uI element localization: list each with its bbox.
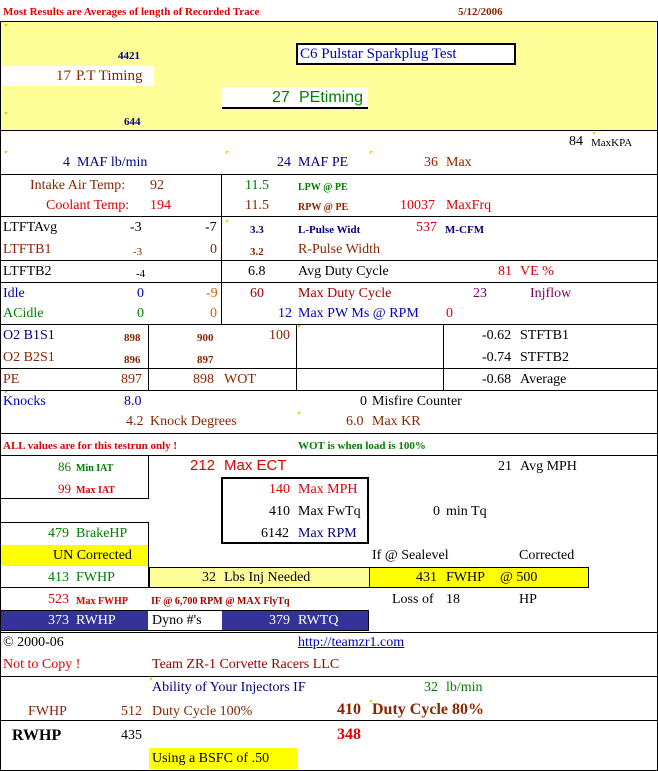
maf-pe-label: MAF PE [298,155,349,170]
max-kr-value: 6.0 [346,414,364,429]
maf-pe-value: 24 [277,155,291,170]
duty-100-label: Duty Cycle 100% [152,704,253,719]
stftb2-label: STFTB2 [520,350,570,365]
wot-value: 898 [193,372,214,387]
value-4421: 4421 [118,50,140,62]
maxfrq-value: 10037 [400,198,435,213]
loss-label: Loss of [392,592,434,607]
iat-value: 92 [150,178,164,193]
header-date: 5/12/2006 [458,6,503,18]
rpulse-value: 3.2 [250,246,264,258]
rpw-value: 11.5 [245,198,269,213]
idle-label: Idle [3,286,25,301]
teamzr1-link[interactable]: http://teamzr1.com [298,635,405,650]
fwhp-value: 413 [48,570,69,585]
lpw-value: 11.5 [245,178,269,193]
max-rpm-value: 6142 [261,526,289,541]
mcfm-value: 537 [416,220,437,235]
stftb2-value: -0.74 [482,350,512,365]
avgduty-value: 6.8 [248,264,266,279]
max-kr-label: Max KR [372,414,421,429]
o2-average-value: -0.68 [482,372,512,387]
inj-size-value: 32 [424,680,438,695]
avg-mph-value: 21 [498,459,512,474]
idle-a: 0 [137,286,144,301]
bsfc-label: Using a BSFC of .50 [152,751,270,766]
maf-max-label: Max [446,155,472,170]
maxpw-rpm: 0 [446,306,453,321]
value-644: 644 [124,116,141,128]
flytq-note: IF @ 6,700 RPM @ MAX FlyTq [151,596,290,607]
pe-timing-value: 27 [272,89,290,106]
knocks-value: 8.0 [124,394,142,409]
maxpw-label: Max PW Ms @ RPM [298,306,419,321]
test-title: C6 Pulstar Sparkplug Test [300,46,457,62]
avg-mph-label: Avg MPH [520,459,577,474]
acidle-a: 0 [137,306,144,321]
max-mph-value: 140 [269,482,290,497]
max-fwhp-value: 523 [48,592,69,607]
maxkpa-value: 84 [569,134,583,149]
company-name: Team ZR-1 Corvette Racers LLC [152,657,340,672]
maf-label: MAF lb/min [77,155,148,170]
knock-degrees-label: Knock Degrees [150,414,237,429]
ltftavg-b: -7 [205,220,217,235]
inj-needed-label: Lbs Inj Needed [224,570,311,585]
max-fwtq-label: Max FwTq [298,504,361,519]
loss-value: 18 [446,592,460,607]
ltftb2-label: LTFTB2 [3,264,52,279]
pt-value: 17 [56,68,71,84]
ltftb2-a: -4 [136,268,146,280]
maf-value: 4 [63,155,70,170]
footer-rwhp-label: RWHP [12,727,62,744]
max-fwtq-value: 410 [269,504,290,519]
bhp-label: BrakeHP [76,526,128,541]
maxduty-value: 60 [250,286,264,301]
iat-label: Intake Air Temp: [30,178,126,193]
knock-degrees-value: 4.2 [126,414,144,429]
o2-b1s1-label: O2 B1S1 [3,328,55,343]
injflow-value: 23 [473,286,487,301]
footer-fwhp-label: FWHP [28,704,67,719]
o2-b2s1-a: 896 [124,354,141,366]
maf-max-value: 36 [424,155,438,170]
wot-label: WOT [224,372,256,387]
lpulse-label: L-Pulse Widt [298,224,361,236]
rwhp-100-value: 435 [121,728,142,743]
acidle-b: 0 [210,306,217,321]
max-iat-label: Max IAT [76,485,115,496]
inj-size-unit: lb/min [446,680,483,695]
maxduty-label: Max Duty Cycle [298,286,392,301]
coolant-value: 194 [150,198,171,213]
knocks-label: Knocks [3,394,46,409]
all-values-note: ALL values are for this testrun only ! [3,440,178,452]
misfire-label: Misfire Counter [372,394,462,409]
wot-note: WOT is when load is 100% [298,440,426,452]
max-ect-label: Max ECT [224,457,287,474]
not-to-copy: Not to Copy ! [3,657,81,672]
ability-label: Ability of Your Injectors IF [152,680,306,695]
corrected-at: @ 500 [500,570,538,585]
o2-b2s1-b: 897 [197,354,214,366]
rwhp-80-value: 348 [337,726,361,743]
idle-b: -9 [206,286,218,301]
o2-b1s1-b: 900 [197,332,214,344]
ltftb1-b: 0 [210,242,217,257]
ve-label: VE % [520,264,554,279]
lpw-label: LPW @ PE [298,182,348,193]
header-note: Most Results are Averages of length of Recorded Trace [3,6,260,18]
pt-label: P.T Timing [76,68,143,84]
maxkpa-label: MaxKPA [591,137,633,149]
min-tq-label: min Tq [446,504,487,519]
pe-timing-label: PEtiming [299,89,364,106]
min-tq-value: 0 [433,504,440,519]
inj-needed-value: 32 [202,570,216,585]
maxfrq-label: MaxFrq [446,198,492,213]
ve-value: 81 [498,264,512,279]
rpulse-label: R-Pulse Width [298,242,381,257]
corrected-label: Corrected [519,548,575,563]
uncorrected-label: UN Corrected [53,548,132,563]
fwhp-80-value: 410 [337,701,361,718]
rpw-label: RPW @ PE [298,202,349,213]
o2-average-label: Average [520,372,567,387]
min-iat-label: Min IAT [76,463,114,474]
max-fwhp-label: Max FWHP [76,596,128,607]
o2-b1s1-a: 898 [124,332,141,344]
duty-80-label: Duty Cycle 80% [372,701,484,718]
rwtq-label: RWTQ [298,613,339,628]
o2-pe-label: PE [3,372,20,387]
fwhp-100-value: 512 [121,704,142,719]
o2-b1s1-c: 100 [269,328,290,343]
injflow-label: Injflow [530,286,572,301]
coolant-label: Coolant Temp: [46,198,130,213]
corrected-fwhp-value: 431 [416,570,437,585]
avgduty-label: Avg Duty Cycle [298,264,389,279]
rwhp-label: RWHP [76,613,116,628]
corrected-fwhp-label: FWHP [446,570,485,585]
rwhp-value: 373 [48,613,69,628]
dyno-label: Dyno #'s [152,613,202,628]
maxpw-value: 12 [278,306,292,321]
rwtq-value: 379 [269,613,290,628]
min-iat-value: 86 [58,459,71,474]
max-ect-value: 212 [190,457,216,474]
acidle-label: ACidle [3,306,44,321]
max-rpm-label: Max RPM [298,526,357,541]
sealevel-label: If @ Sealevel [372,548,449,563]
ltftavg-a: -3 [130,220,142,235]
max-iat-value: 99 [58,481,71,496]
loss-hp-label: HP [519,592,537,607]
max-mph-label: Max MPH [298,482,358,497]
copyright: © 2000-06 [3,635,64,650]
stftb1-value: -0.62 [482,328,512,343]
ltftb1-a: -3 [133,246,143,258]
lpulse-value: 3.3 [250,224,264,236]
stftb1-label: STFTB1 [520,328,570,343]
ltftb1-label: LTFTB1 [3,242,52,257]
ltftavg-label: LTFTAvg [3,220,58,235]
mcfm-label: M-CFM [445,224,485,236]
o2-pe-a: 897 [121,372,142,387]
bhp-value: 479 [48,526,69,541]
misfire-value: 0 [360,394,367,409]
o2-b2s1-label: O2 B2S1 [3,350,55,365]
fwhp-label: FWHP [76,570,115,585]
